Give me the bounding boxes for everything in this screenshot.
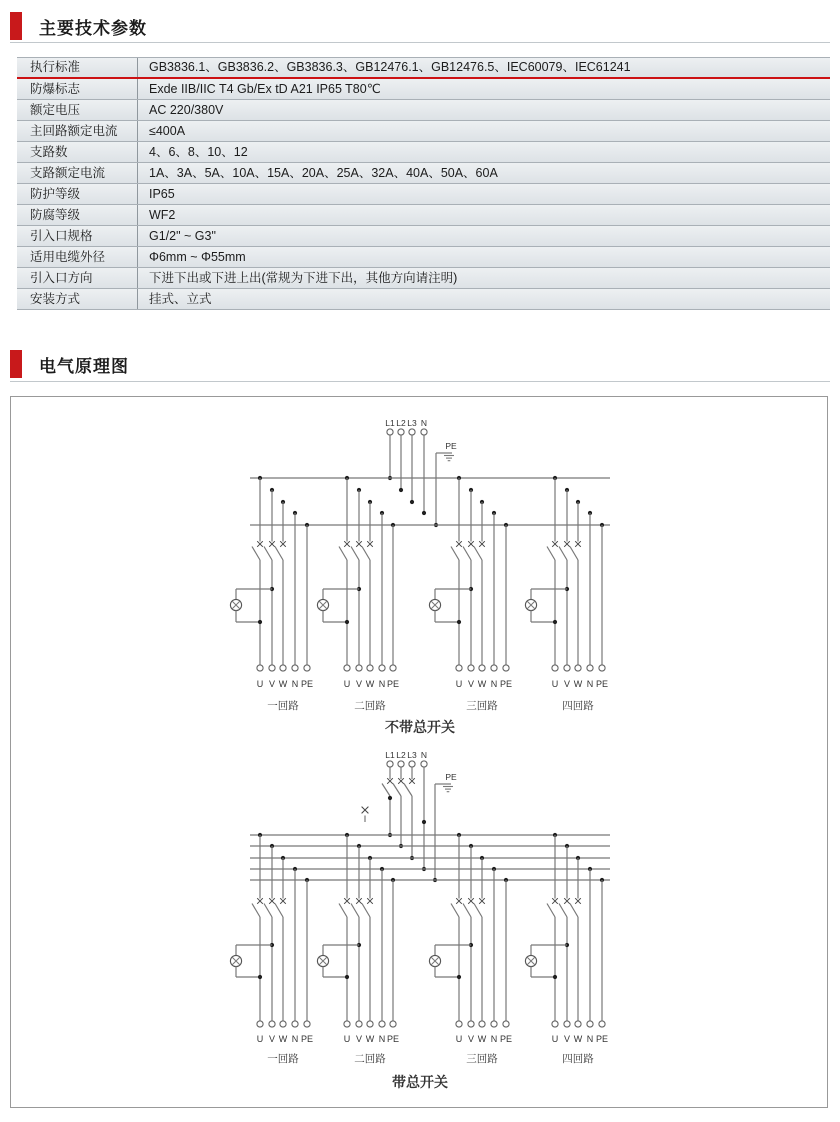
wire: [474, 904, 482, 918]
table-row: [17, 79, 830, 100]
terminal-label: V: [355, 679, 363, 689]
incoming-label: L2: [396, 418, 406, 428]
terminal-icon: [257, 665, 263, 671]
wire: [559, 547, 567, 561]
terminal-label: PE: [595, 679, 609, 689]
incoming-label: L1: [385, 418, 395, 428]
row-label: 执行标准: [30, 60, 81, 74]
wire: [463, 904, 471, 918]
wire: [362, 904, 370, 918]
header-underline: [10, 381, 830, 382]
row-label: 额定电压: [30, 103, 81, 117]
terminal-icon: [269, 1021, 275, 1027]
terminal-icon: [468, 1021, 474, 1027]
terminal-icon: [344, 665, 350, 671]
table-row: [17, 58, 830, 79]
terminal-label: N: [291, 679, 299, 689]
branch-label: 三回路: [466, 1053, 498, 1065]
row-value: IP65: [137, 184, 830, 204]
wire: [275, 904, 283, 918]
terminal-icon: [575, 1021, 581, 1027]
terminal-icon: [387, 429, 393, 435]
branch-label: 四回路: [562, 700, 594, 712]
terminal-icon: [552, 1021, 558, 1027]
terminal-label: PE: [386, 1034, 400, 1044]
wire: [351, 547, 359, 561]
table-row: [17, 289, 830, 310]
table-row: [17, 268, 830, 289]
terminal-label: PE: [300, 679, 314, 689]
table-row: [17, 121, 830, 142]
wire: [547, 547, 555, 561]
terminal-icon: [479, 1021, 485, 1027]
terminal-icon: [257, 1021, 263, 1027]
wire: [547, 904, 555, 918]
terminal-icon: [292, 665, 298, 671]
terminal-icon: [344, 1021, 350, 1027]
incoming-label: L3: [407, 750, 417, 760]
wire: [264, 904, 272, 918]
terminal-icon: [409, 761, 415, 767]
wire: [451, 904, 459, 918]
row-label: 防腐等级: [30, 208, 81, 222]
red-accent-bar: [10, 350, 22, 378]
terminal-label: V: [268, 679, 276, 689]
terminal-label: U: [551, 1034, 559, 1044]
wire: [393, 784, 401, 797]
branch-label: 三回路: [466, 700, 498, 712]
terminal-icon: [292, 1021, 298, 1027]
branch-label: 一回路: [267, 700, 299, 712]
terminal-label: U: [551, 679, 559, 689]
junction-dot: [422, 820, 426, 824]
wire: [362, 547, 370, 561]
terminal-icon: [552, 665, 558, 671]
row-label: 支路数: [30, 145, 68, 159]
junction-dot: [422, 511, 426, 515]
incoming-label: N: [420, 750, 428, 760]
terminal-label: V: [563, 1034, 571, 1044]
terminal-icon: [503, 665, 509, 671]
row-value: G1/2" ~ G3": [137, 226, 830, 246]
terminal-label: U: [455, 679, 463, 689]
terminal-icon: [468, 665, 474, 671]
terminal-label: V: [467, 679, 475, 689]
terminal-icon: [564, 1021, 570, 1027]
terminal-label: W: [477, 1034, 487, 1044]
terminal-label: N: [378, 679, 386, 689]
wire: [474, 547, 482, 561]
schematic-frame: [10, 396, 828, 1108]
row-value: 4、6、8、10、12: [137, 142, 830, 162]
wire: [339, 547, 347, 561]
wire: [451, 547, 459, 561]
terminal-label: W: [278, 679, 288, 689]
section-header-parameters: [10, 12, 147, 40]
terminal-label: V: [467, 1034, 475, 1044]
terminal-icon: [398, 761, 404, 767]
terminal-label: N: [490, 1034, 498, 1044]
table-row: [17, 184, 830, 205]
table-row: [17, 205, 830, 226]
junction-dot: [399, 488, 403, 492]
wire: [339, 904, 347, 918]
terminal-icon: [269, 665, 275, 671]
row-label: 支路额定电流: [30, 166, 106, 180]
branch-label: 二回路: [354, 700, 386, 712]
section-title: 主要技术参数: [39, 18, 147, 38]
junction-dot: [345, 620, 349, 624]
junction-dot: [258, 975, 262, 979]
row-label: 引入口方向: [30, 271, 93, 285]
section-title: 电气原理图: [39, 356, 129, 376]
terminal-label: W: [278, 1034, 288, 1044]
terminal-label: W: [365, 1034, 375, 1044]
wire: [351, 904, 359, 918]
header-underline: [10, 42, 830, 43]
terminal-icon: [587, 1021, 593, 1027]
wire: [570, 547, 578, 561]
terminal-icon: [390, 1021, 396, 1027]
terminal-icon: [367, 665, 373, 671]
table-row: [17, 100, 830, 121]
row-label: 主回路额定电流: [30, 124, 118, 138]
branch-label: 四回路: [562, 1053, 594, 1065]
terminal-label: W: [477, 679, 487, 689]
electrical-schematic: [11, 397, 826, 1106]
row-value: 挂式、立式: [137, 289, 830, 309]
terminal-icon: [456, 1021, 462, 1027]
terminal-icon: [409, 429, 415, 435]
terminal-label: U: [343, 679, 351, 689]
terminal-label: U: [256, 679, 264, 689]
terminal-icon: [491, 1021, 497, 1027]
table-row: [17, 142, 830, 163]
terminal-label: V: [355, 1034, 363, 1044]
wire: [252, 547, 260, 561]
terminal-icon: [379, 665, 385, 671]
row-value: 下进下出或下进上出(常规为下进下出，其他方向请注明): [137, 268, 830, 288]
terminal-label: PE: [386, 679, 400, 689]
terminal-label: PE: [499, 1034, 513, 1044]
terminal-icon: [304, 665, 310, 671]
terminal-icon: [575, 665, 581, 671]
junction-dot: [553, 620, 557, 624]
row-value: GB3836.1、GB3836.2、GB3836.3、GB12476.1、GB12476.5、IEC60079、IEC61241: [137, 58, 830, 77]
wire: [559, 904, 567, 918]
row-label: 引入口规格: [30, 229, 93, 243]
terminal-label: W: [365, 679, 375, 689]
junction-dot: [410, 500, 414, 504]
terminal-icon: [491, 665, 497, 671]
row-label: 防护等级: [30, 187, 81, 201]
terminal-label: U: [256, 1034, 264, 1044]
terminal-label: N: [586, 1034, 594, 1044]
terminal-label: PE: [300, 1034, 314, 1044]
terminal-icon: [356, 665, 362, 671]
row-label: 适用电缆外径: [30, 250, 106, 264]
diagram-caption: 不带总开关: [385, 719, 455, 735]
terminal-icon: [379, 1021, 385, 1027]
terminal-label: PE: [595, 1034, 609, 1044]
spec-table: [17, 57, 830, 310]
table-row: [17, 247, 830, 268]
terminal-label: W: [573, 679, 583, 689]
table-row: [17, 226, 830, 247]
terminal-label: N: [378, 1034, 386, 1044]
terminal-label: U: [343, 1034, 351, 1044]
terminal-icon: [390, 665, 396, 671]
diagram-caption: 带总开关: [392, 1074, 448, 1090]
junction-dot: [553, 975, 557, 979]
branch-label: 一回路: [267, 1053, 299, 1065]
terminal-icon: [421, 429, 427, 435]
row-value: WF2: [137, 205, 830, 225]
incoming-label: L3: [407, 418, 417, 428]
wire: [252, 904, 260, 918]
terminal-icon: [356, 1021, 362, 1027]
row-value: AC 220/380V: [137, 100, 830, 120]
row-value: ≤400A: [137, 121, 830, 141]
terminal-icon: [479, 665, 485, 671]
terminal-icon: [387, 761, 393, 767]
terminal-icon: [280, 1021, 286, 1027]
incoming-label: L1: [385, 750, 395, 760]
terminal-icon: [564, 665, 570, 671]
section-header-schematic: [10, 350, 129, 378]
pe-label: PE: [445, 772, 457, 782]
terminal-label: N: [291, 1034, 299, 1044]
incoming-label: L2: [396, 750, 406, 760]
wire: [463, 547, 471, 561]
terminal-icon: [503, 1021, 509, 1027]
terminal-label: W: [573, 1034, 583, 1044]
junction-dot: [388, 796, 392, 800]
row-value: Φ6mm ~ Φ55mm: [137, 247, 830, 267]
incoming-label: N: [420, 418, 428, 428]
terminal-label: U: [455, 1034, 463, 1044]
terminal-icon: [599, 665, 605, 671]
row-label: 防爆标志: [30, 82, 81, 96]
pe-label: PE: [445, 441, 457, 451]
wire: [275, 547, 283, 561]
wire: [404, 784, 412, 797]
terminal-label: PE: [499, 679, 513, 689]
terminal-icon: [456, 665, 462, 671]
row-value: 1A、3A、5A、10A、15A、20A、25A、32A、40A、50A、60A: [137, 163, 830, 183]
terminal-icon: [421, 761, 427, 767]
junction-dot: [457, 975, 461, 979]
terminal-icon: [367, 1021, 373, 1027]
terminal-label: V: [268, 1034, 276, 1044]
wire: [264, 547, 272, 561]
junction-dot: [457, 620, 461, 624]
terminal-icon: [304, 1021, 310, 1027]
table-row: [17, 163, 830, 184]
terminal-icon: [599, 1021, 605, 1027]
red-accent-bar: [10, 12, 22, 40]
terminal-label: N: [586, 679, 594, 689]
terminal-label: V: [563, 679, 571, 689]
wire: [570, 904, 578, 918]
terminal-icon: [280, 665, 286, 671]
wire: [382, 784, 390, 797]
junction-dot: [258, 620, 262, 624]
row-label: 安装方式: [30, 292, 81, 306]
row-value: Exde IIB/IIC T4 Gb/Ex tD A21 IP65 T80℃: [137, 79, 830, 99]
terminal-label: N: [490, 679, 498, 689]
junction-dot: [345, 975, 349, 979]
branch-label: 二回路: [354, 1053, 386, 1065]
terminal-icon: [398, 429, 404, 435]
terminal-icon: [587, 665, 593, 671]
